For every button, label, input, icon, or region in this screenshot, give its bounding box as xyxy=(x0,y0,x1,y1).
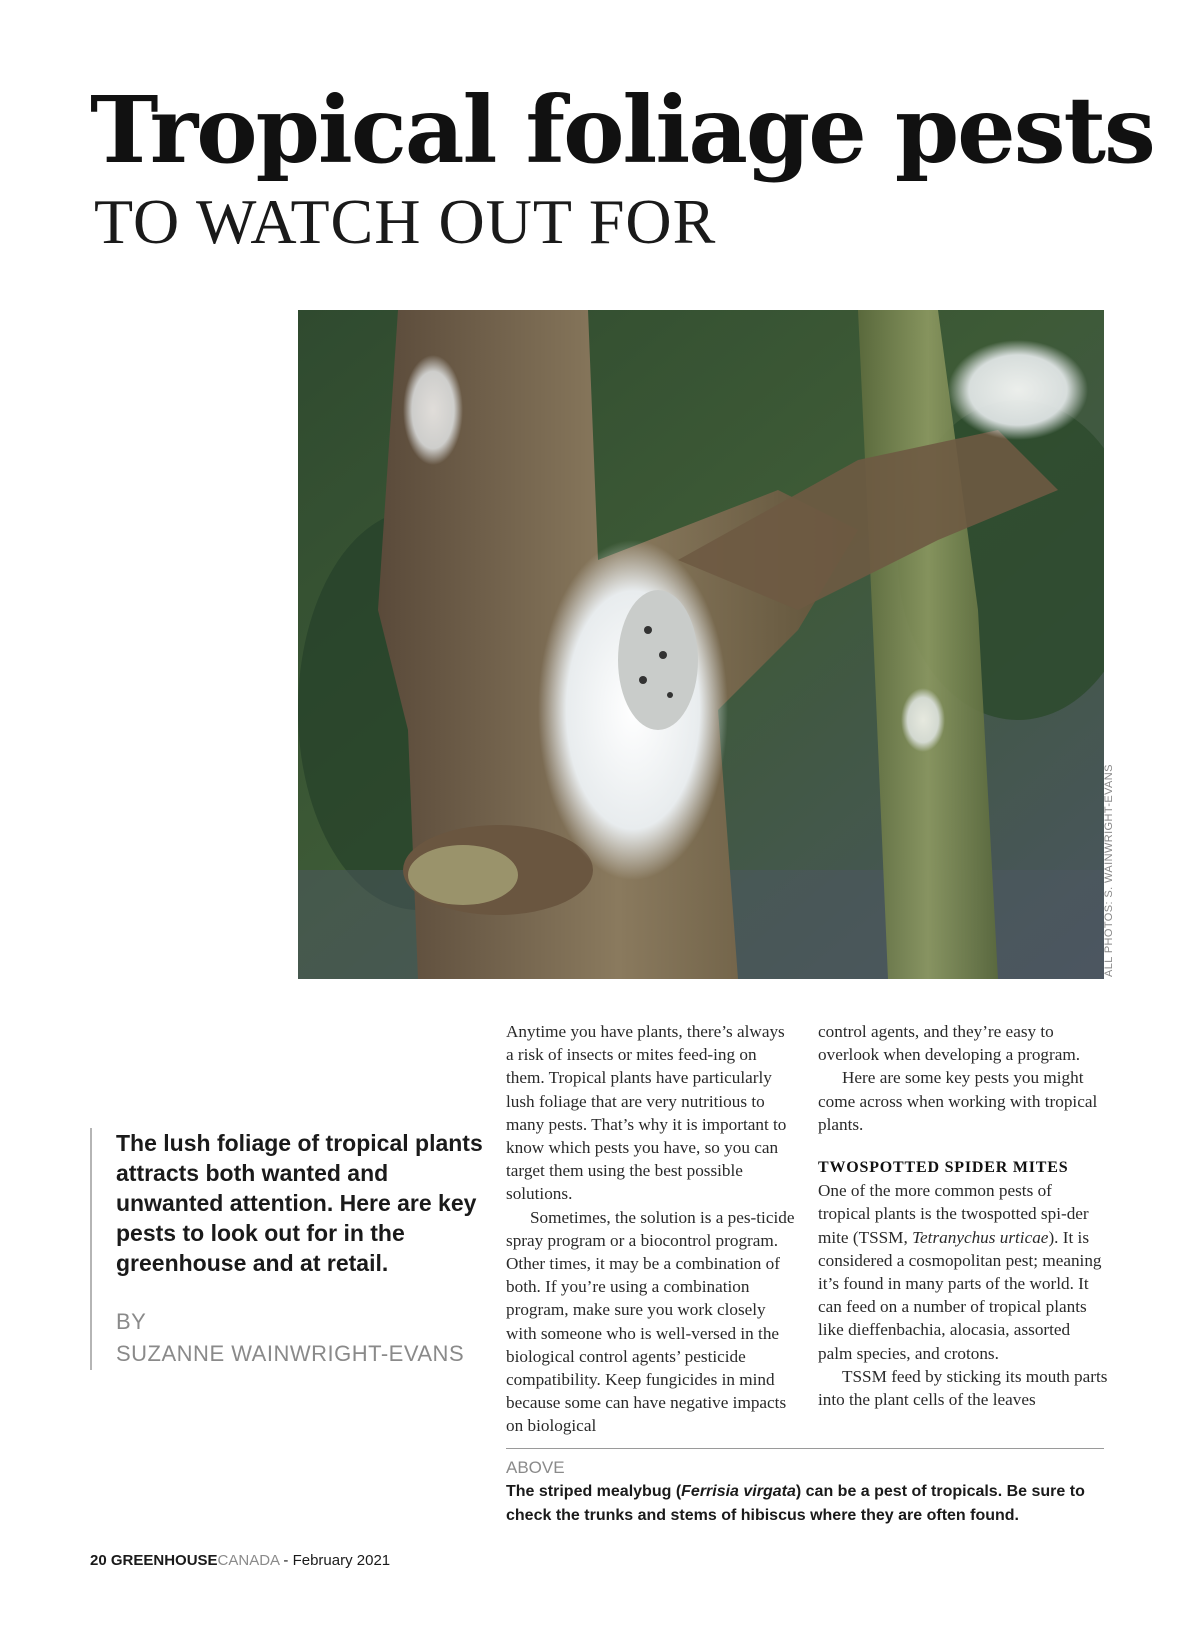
section-subhead: TWOSPOTTED SPIDER MITES xyxy=(818,1159,1069,1177)
article-title: Tropical foliage pests xyxy=(90,76,1154,184)
body-column-2 xyxy=(818,1020,1108,1411)
species-name: Tetranychus urticae xyxy=(912,1227,1049,1247)
article-subtitle: TO WATCH OUT FOR xyxy=(94,186,717,257)
deck-text: The lush foliage of tropical plants attracts both wanted and unwanted attention. Here are key pests to look out for in the greenhouse and at retail. xyxy=(116,1130,483,1276)
body-paragraph: Here are some key pests you might come across when working with tropical plants. xyxy=(818,1068,1098,1134)
body-column-1 xyxy=(506,1020,796,1438)
body-text: ). It is considered a cosmopolitan pest; meaning it’s found in many parts of the world. It can feed on a number of tropical plants like dieffenbachia, alocasia, assorted palm species, and crotons. xyxy=(818,1227,1102,1363)
photo-caption xyxy=(506,1480,1106,1528)
author-name: SUZANNE WAINWRIGHT-EVANS xyxy=(116,1341,465,1366)
caption-label: ABOVE xyxy=(506,1458,565,1477)
body-paragraph: Sometimes, the solution is a pes-ticide spray program or a biocontrol program. Other times, it may be a combination of both. If you’re using a combination program, make sure you work closely with someone who is well-versed in the biological control agents’ pesticide compatibility. Keep fungicides in mind because some can have negative impacts on biological xyxy=(506,1207,795,1436)
body-paragraph: control agents, and they’re easy to overlook when developing a program. xyxy=(818,1022,1081,1065)
caption-species: Ferrisia virgata xyxy=(681,1483,796,1500)
mealybug-photo-illustration xyxy=(298,310,1104,979)
publication-name: GREENHOUSE xyxy=(110,1552,218,1569)
caption-text: The striped mealybug ( xyxy=(506,1483,682,1500)
body-paragraph: TSSM feed by sticking its mouth parts into the plant cells of the leaves xyxy=(818,1366,1108,1410)
page-number: 20 xyxy=(90,1552,107,1569)
page-footer xyxy=(90,1552,390,1569)
body-paragraph: Anytime you have plants, there’s always a risk of insects or mites feed-ing on them. Tropical plants have particularly lush foliage that are very nutritious to many pests. That’s why it is important to know which pests you have, so you can target them using the best possible solutions. xyxy=(506,1022,787,1204)
issue-date: - February 2021 xyxy=(283,1552,391,1569)
body-text: One of the more common pests of tropical plants is the twospotted spi-der mite (TSSM, xyxy=(818,1181,1089,1247)
caption-text: ) can be a pest of tropicals. Be sure to check the trunks and stems of hibiscus where they are often found. xyxy=(506,1483,1085,1524)
publication-name-light: CANADA xyxy=(217,1552,280,1569)
article-deck xyxy=(90,1128,496,1370)
mealybug-photo xyxy=(298,310,1104,979)
byline-prefix: BY xyxy=(116,1309,147,1334)
photo-credit: ALL PHOTOS: S. WAINWRIGHT-EVANS xyxy=(1103,764,1115,977)
body-paragraph xyxy=(818,1179,1108,1365)
caption-divider xyxy=(506,1448,1104,1449)
byline xyxy=(116,1306,496,1370)
